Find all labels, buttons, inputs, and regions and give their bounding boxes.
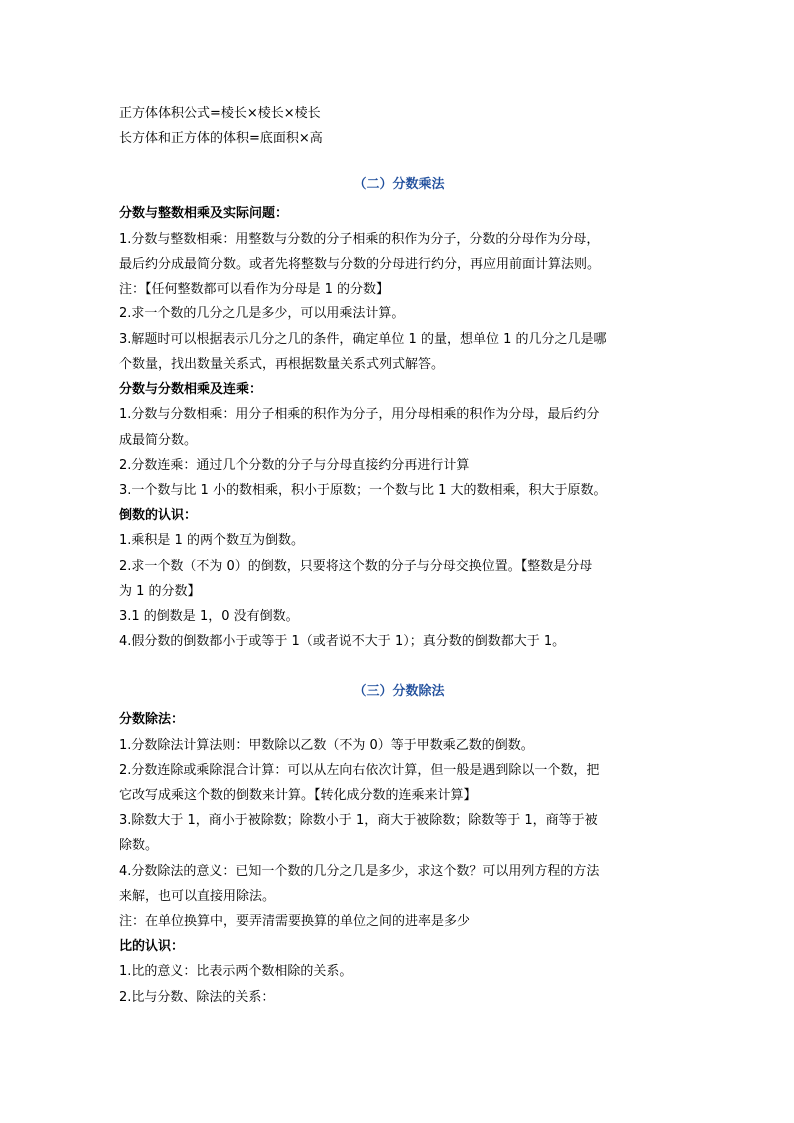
paragraph-line: 2.分数连乘：通过几个分数的分子与分母直接约分再进行计算 <box>119 458 470 473</box>
paragraph-line: 2.分数连除或乘除混合计算：可以从左向右依次计算，但一般是遇到除以一个数，把 <box>119 763 600 778</box>
paragraph-line: 3.一个数与比 1 小的数相乘，积小于原数；一个数与比 1 大的数相乘，积大于原数。 <box>119 483 607 498</box>
paragraph-line: 最后约分成最简分数。或者先将整数与分数的分母进行约分，再应用前面计算法则。 <box>119 257 601 272</box>
paragraph-line: 成最简分数。 <box>119 433 198 448</box>
section-heading-fraction-multiplication: （二）分数乘法 <box>353 177 445 192</box>
paragraph-line: 3.除数大于 1，商小于被除数；除数小于 1，商大于被除数；除数等于 1，商等于被 <box>119 813 598 828</box>
paragraph-line: 1.比的意义：比表示两个数相除的关系。 <box>119 964 353 979</box>
section-heading-fraction-division: （三）分数除法 <box>353 684 445 699</box>
paragraph-line: 1.分数与整数相乘：用整数与分数的分子相乘的积作为分子，分数的分母作为分母， <box>119 232 600 247</box>
paragraph-line: 注：【任何整数都可以看作为分母是 1 的分数】 <box>119 282 390 297</box>
paragraph-line: 3.解题时可以根据表示几分之几的条件，确定单位 1 的量，想单位 1 的几分之几是哪 <box>119 332 607 347</box>
prism-volume-formula: 长方体和正方体的体积=底面积×高 <box>119 131 323 146</box>
cube-volume-formula: 正方体体积公式=棱长×棱长×棱长 <box>119 106 321 121</box>
paragraph-line: 除数。 <box>119 838 159 853</box>
paragraph-line: 2.求一个数的几分之几是多少，可以用乘法计算。 <box>119 306 405 321</box>
subsection-title: 分数除法： <box>119 712 185 727</box>
paragraph-line: 为 1 的分数】 <box>119 584 201 599</box>
paragraph-line: 1.分数除法计算法则：甲数除以乙数（不为 0）等于甲数乘乙数的倒数。 <box>119 738 534 753</box>
paragraph-line: 4.假分数的倒数都小于或等于 1（或者说不大于 1）；真分数的倒数都大于 1。 <box>119 634 566 649</box>
paragraph-line: 来解，也可以直接用除法。 <box>119 889 276 904</box>
paragraph-line: 2.求一个数（不为 0）的倒数，只要将这个数的分子与分母交换位置。【整数是分母 <box>119 559 593 574</box>
paragraph-line: 注：在单位换算中，要弄清需要换算的单位之间的进率是多少 <box>119 914 471 929</box>
subsection-title: 比的认识： <box>119 939 185 954</box>
paragraph-line: 4.分数除法的意义：已知一个数的几分之几是多少，求这个数？可以用列方程的方法 <box>119 864 600 879</box>
paragraph-line: 个数量，找出数量关系式，再根据数量关系式列式解答。 <box>119 357 445 372</box>
paragraph-line: 它改写成乘这个数的倒数来计算。【转化成分数的连乘来计算】 <box>119 788 477 803</box>
paragraph-line: 1.分数与分数相乘：用分子相乘的积作为分子，用分母相乘的积作为分母，最后约分 <box>119 407 600 422</box>
subsection-title: 分数与整数相乘及实际问题： <box>119 206 289 221</box>
subsection-title: 分数与分数相乘及连乘： <box>119 382 263 397</box>
paragraph-line: 3.1 的倒数是 1，0 没有倒数。 <box>119 609 299 624</box>
paragraph-line: 2.比与分数、除法的关系： <box>119 990 275 1005</box>
paragraph-line: 1.乘积是 1 的两个数互为倒数。 <box>119 533 304 548</box>
subsection-title: 倒数的认识： <box>119 508 198 523</box>
